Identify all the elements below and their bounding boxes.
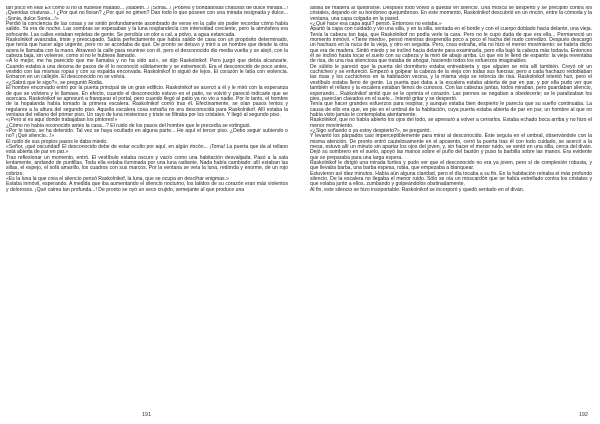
paragraph: Al fin, este silencio se hizo insoportable. Raskolnikof se incorporó y quedó sentado en el diván.	[310, 186, 525, 193]
paragraph: El ruido de sus propios pasos le daba miedo.	[6, 138, 108, 145]
right-page	[310, 6, 592, 418]
paragraph: Perdió la conciencia de las cosas y se sintió profundamente asombrado de verse en la calle sin poder recordar cómo había salido. Ya era de noche. Las sombras se espesaban y la luna resplandecía con intensidad creciente, pero la atmósfera era sofocante. Las calles estaban repletas de gente. Se percibía un olor a cal, a polvo, a agua estancada.	[6, 21, 288, 38]
page-number-right: 192	[578, 412, 588, 418]
paragraph: «A lo mejor, me ha parecido que me llamaba y no ha sido así», se dijo Raskolnikof. Pero juzgó que debía alcanzarle. Cuando estaba a una decena de pasos de él lo reconoció súbitamente y se estremeció. Era el desconocido de poco antes, vestido con las mismas ropas y con su espalda encorvada. Raskolnikof lo siguió de lejos. El corazón le latía con violencia. Entraron en un callejón. El desconocido no se volvía.	[6, 58, 288, 81]
page-number-left: 191	[142, 412, 152, 418]
paragraph: «¿Qué hace esa capa aquí? pensó. Entonces no estaba.»	[310, 21, 442, 28]
left-page	[6, 6, 288, 418]
paragraph: Tenía que hacer grandes esfuerzos para respirar, y aunque estaba bien despierto le parecía que su sueño continuaba. La causa de ello era que, en pie en el umbral de la habitación, cuya puerta estaba abierta de par en par, un hombre al que no había visto jamás le contemplaba atentamente.	[310, 101, 592, 118]
paragraph: Raskolnikof, que no había abierto los ojos del todo, se apresuró a volver a cerrarlos. Estaba echado boca arriba y no hizo el menor movimiento.	[310, 117, 592, 129]
paragraph: astilla de madera al quebrarse. Después todo volvió a quedar en silencio. Una mosca se despertó y se precipitó contra los cristales, dejando oír su bordoneo quejumbroso. En este momento, Raskolnikof descubrió en un rincón, entre la cómoda y la ventana, una capa colgada en la pared.	[310, 6, 592, 22]
paragraph: Raskolnikof le dirigió una mirada furtiva y pudo ver que el desconocido no era ya joven, pero sí de complexión robusta, y que llevaba barba, una barba espesa, rubia, que empezaba a blanquear.	[310, 159, 592, 172]
paragraph: ¿Cómo no había reconocido antes la casa...? El ruido de los pasos del hombre que le precedía se extinguió.	[6, 122, 251, 129]
paragraph: Estuvieron así diez minutos. Había aún alguna claridad, pero el día tocaba a su fin. En la habitación reinaba el más profundo silencio. De la escalera no llegaba el menor ruido. Sólo se oía un moscardón que se había estrellado contra los cristales y que volaba junto a ellos, zumbando y golpeándolos obstinadamente.	[310, 170, 592, 188]
paragraph: «Es la luna la que crea el silencio pensó Raskolnikof, la luna, que se ocupa en descifrar enigmas.»	[6, 176, 229, 182]
paragraph: De súbito le pareció que la puerta del dormitorio estaba entreabierta y que alguien se reía allí también. Creyó oír un cuchicheo y se enfureció. Empezó a golpear la cabeza de la vieja con todas sus fuerzas; pero a cada hachazo redoblaban las risas y los cuchicheos en la habitación vecina, y la misma vieja se retorcía de risa. Raskolnikof intentó huir, pero el vestíbulo estaba lleno de gente. La puerta que daba a la escalera estaba abierta de par en par, y por ella pudo ver que también el rellano y la escalera estaban llenos de curiosos. Con las cabezas juntas, todos miraban, pero guardaban silencio, esperando... Raskolnikof sintió que se le oprimía el corazón. Las piernes se negaban a obedecerle; se le paralizaban los pies, parecían clavados en el suelo... Intentó gritar y se despertó.	[310, 63, 592, 102]
paragraph: Estaba inmóvil, esperando. A medida que iba aumentando el silencio nocturno, los latidos de su corazón eran más violentos y dolorosos. ¡Qué calma tan profunda...! De pronto se oyó un seco crujido, semejante al que produce una	[6, 181, 288, 193]
paragraph: «Por lo tanto, se ha detenido. Tal vez se haya ocultado en alguna parte... He aquí el tercer piso. ¿Debo seguir subiendo o no? ¡Qué silencio...!»	[6, 127, 288, 140]
left-page-text	[6, 6, 288, 402]
paragraph: Apartó la capa con cuidado y vio una silla, y en la silla, sentada en el borde y con el cuerpo doblado hacia delante, una vieja. Tenía la cabeza tan baja, que Raskolnikof no podía verle la cara. Pero no le cupo duda de que era ella... Permaneció un momento inmóvil. «Tiene miedo», pensó mientras desprendía poco a poco el hacha del nudo corredizo. Después descargó un hachazo en la nuca de la vieja, y otro en seguida. Pero, cosa extraña, ella no hizo el menor movimiento: se habría dicho que era de madera. Sintió miedo y se inclinó hacia delante para examinarla, pero ella bajó la cabeza más todavía. Entonces él se inclinó hasta tocar el suelo con su cabeza y la miró de abajo arriba. Lo que vio le llenó de espanto: la vieja reventaba de risa, de una risa silenciosa que trataba de ahogar, haciendo todos los esfuerzos imaginables.	[310, 26, 592, 65]
right-page-text	[310, 6, 592, 402]
paragraph: tan poco en ella! Es como si no la hubiese matado... ¡Isabeth...! ¡Sonia...! ¡Pobres y bondadosas criaturas de dulce mirada...! ¡Queridas criaturas...! ¿Por qué no lloran? ¿Por qué no gimen? Dan todo lo que poseen con una mirada resignada y dulce... ¡Sonia, dulce Sonia...!»	[6, 6, 288, 22]
paragraph: «Señor, ¡qué oscuridad! El desconocido debe de estar oculto por aquí, en algún rincón... ¡Toma! La puerta que da al rellano está abierta de par en par.»	[6, 143, 288, 156]
paragraph: Raskolnikof avanzaba, triste y preocupado. Sabía perfectamente que había salido de casa con un propósito determinado, que tenía que hacer algo urgente, pero no se acordaba de qué. De pronto se detuvo y miró a un hombre que desde la otra acera le llamaba con la mano. Atravesó la calle para reunirse con él, pero el desconocido dio media vuelta y se alejó, con la cabeza baja, sin volverse, como si no le hubiese llamado.	[6, 37, 288, 60]
paragraph: «¿Sigo soñando o ya estoy despierto?», se preguntó.	[310, 127, 431, 134]
paragraph: Y levantó los párpados casi imperceptiblemente para mirar al desconocido. Éste seguía en el umbral, observándole con la misma atención. De pronto entró cautelosamente en el aposento, cerró la puerta tras él con todo cuidado, se acercó a la mesa, estuvo allí un minuto sin apartar los ojos del joven, y, sin hacer el menor ruido, se sentó en una silla, cerca del diván. Dejó su sombrero en el suelo, apoyó las manos sobre el puño del bastón y puso la barbilla sobre las manos. Era evidente que se preparaba para una larga espera.	[310, 133, 592, 161]
paragraph: El hombre encorvado entró por la puerta principal de un gran edificio. Raskolnikof se acercó a él y le miró con la esperanza de que se volviera y le llamase. En efecto, cuando el desconocido estuvo en el patio, se volvió y pareció indicarle que se acercara. Raskolnikof se apresuró a franquear el portal, pero cuando llegó al patio ya no vio a nadie. Por lo tanto, el hombre de la hopalanda había tomado la primera escalera. Raskolnikof corrió tras él. Efectivamente, se oían pasos lentos y regulares a la altura del segundo piso. Aquella escalera cosa extraña no era desconocida para Raskolnikof. Allí estaba la ventana del rellano del primer piso. Un rayo de luna misterioso y triste se filtraba por los cristales. Y llegó al segundo piso.	[6, 85, 288, 118]
paragraph: Tras reflexionar un momento, entró. El vestíbulo estaba oscuro y vacío como una habitación desvalijada. Pasó a la sala lentamente, andando de puntillas. Toda ella estaba iluminada por una luna radiante. Nada había cambiado: allí estaban las sillas, el espejo, el sofá amarillo, los cuadros con sus marcos. Por la ventana se veía la luna, redonda y enorme, de un rojo cobrizo.	[6, 154, 288, 177]
paragraph: «¿Sabrá que le sigo?», se preguntó Rodia.	[6, 79, 104, 86]
paragraph: «¡Pero si es aquí donde trabajaban los pintores!»	[6, 117, 118, 124]
